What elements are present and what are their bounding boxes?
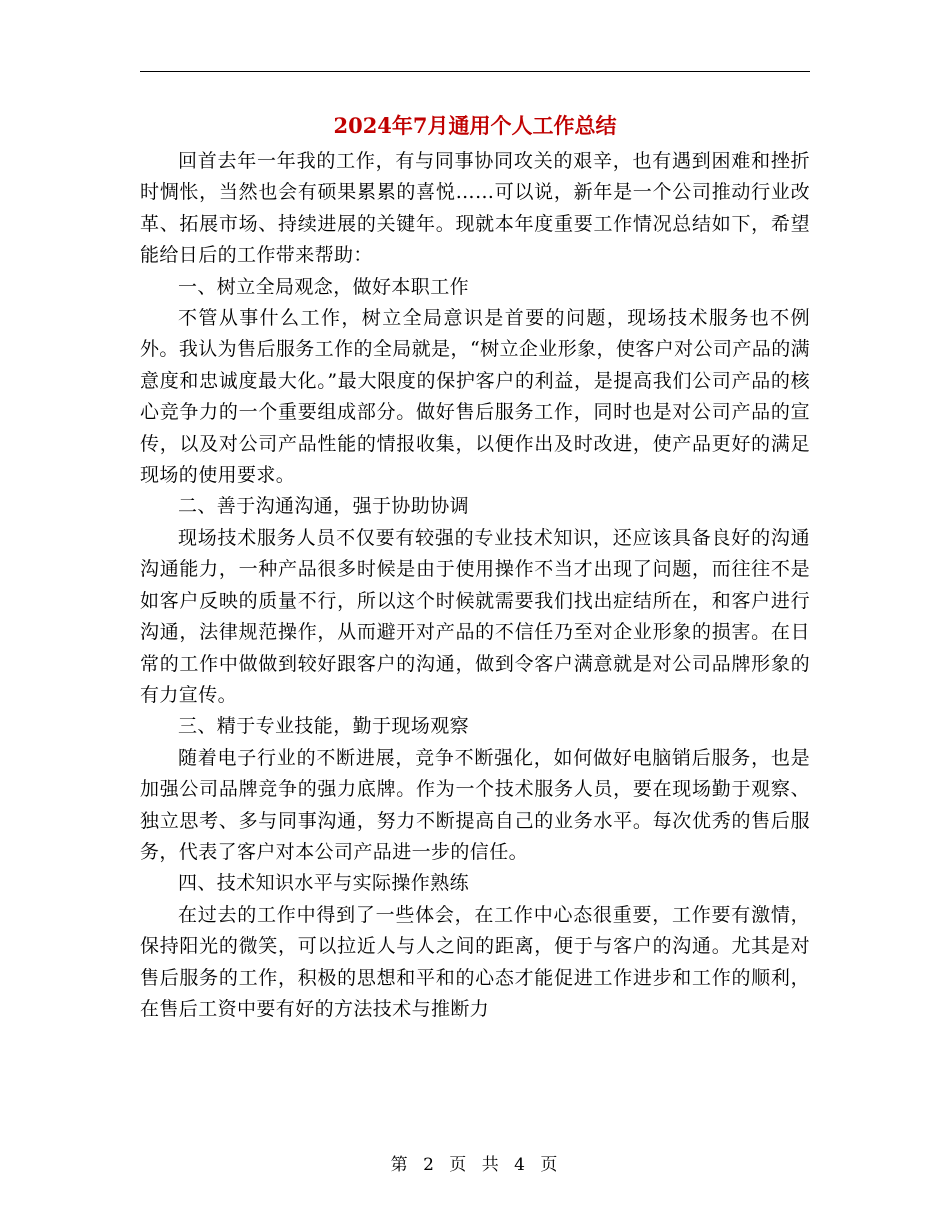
section-heading-1: 一、树立全局观念，做好本职工作 <box>178 275 470 298</box>
header-rule <box>140 71 810 72</box>
section-heading-4: 四、技术知识水平与实际操作熟练 <box>178 872 470 895</box>
section-heading-3: 三、精于专业技能，勤于现场观察 <box>178 715 470 738</box>
page-number-footer: 第 2 页 共 4 页 <box>390 1155 560 1175</box>
document-body <box>140 146 810 1025</box>
document-title: 2024年7月通用个人工作总结 <box>333 113 617 138</box>
section-heading-2: 二、善于沟通沟通，强于协助协调 <box>178 495 470 518</box>
paragraph-section-1: 不管从事什么工作，树立全局意识是首要的问题，现场技术服务也不例外。我认为售后服务工作的全局就是，“树立企业形象，使客户对公司产品的满意度和忠诚度最大化。”最大限度的保护客户的利益，是提高我们公司产品的核心竞争力的一个重要组成部分。做好售后服务工作，同时也是对公司产品的宣传，以及对公司产品性能的情报收集，以便作出及时改进，使产品更好的满足现场的使用要求。 <box>140 307 810 487</box>
paragraph-section-4: 在过去的工作中得到了一些体会，在工作中心态很重要，工作要有激情，保持阳光的微笑，可以拉近人与人之间的距离，便于与客户的沟通。尤其是对售后服务的工作，积极的思想和平和的心态才能促进工作进步和工作的顺利，在售后工资中要有好的方法技术与推断力 <box>140 903 810 1020</box>
paragraph-section-3: 随着电子行业的不断进展，竞争不断强化，如何做好电脑销后服务，也是加强公司品牌竞争的强力底牌。作为一个技术服务人员，要在现场勤于观察、独立思考、多与同事沟通，努力不断提高自己的业务水平。每次优秀的售后服务，代表了客户对本公司产品进一步的信任。 <box>140 746 810 863</box>
paragraph-intro: 回首去年一年我的工作，有与同事协同攻关的艰辛，也有遇到困难和挫折时惆怅，当然也会有硕果累累的喜悦……可以说，新年是一个公司推动行业改革、拓展市场、持续进展的关键年。现就本年度重要工作情况总结如下，希望能给日后的工作带来帮助： <box>140 150 810 267</box>
paragraph-section-2: 现场技术服务人员不仅要有较强的专业技术知识，还应该具备良好的沟通沟通能力，一种产品很多时候是由于使用操作不当才出现了问题，而往往不是如客户反映的质量不行，所以这个时候就需要我们找出症结所在，和客户进行沟通，法律规范操作，从而避开对产品的不信任乃至对企业形象的损害。在日常的工作中做做到较好跟客户的沟通，做到令客户满意就是对公司品牌形象的有力宣传。 <box>140 526 810 706</box>
